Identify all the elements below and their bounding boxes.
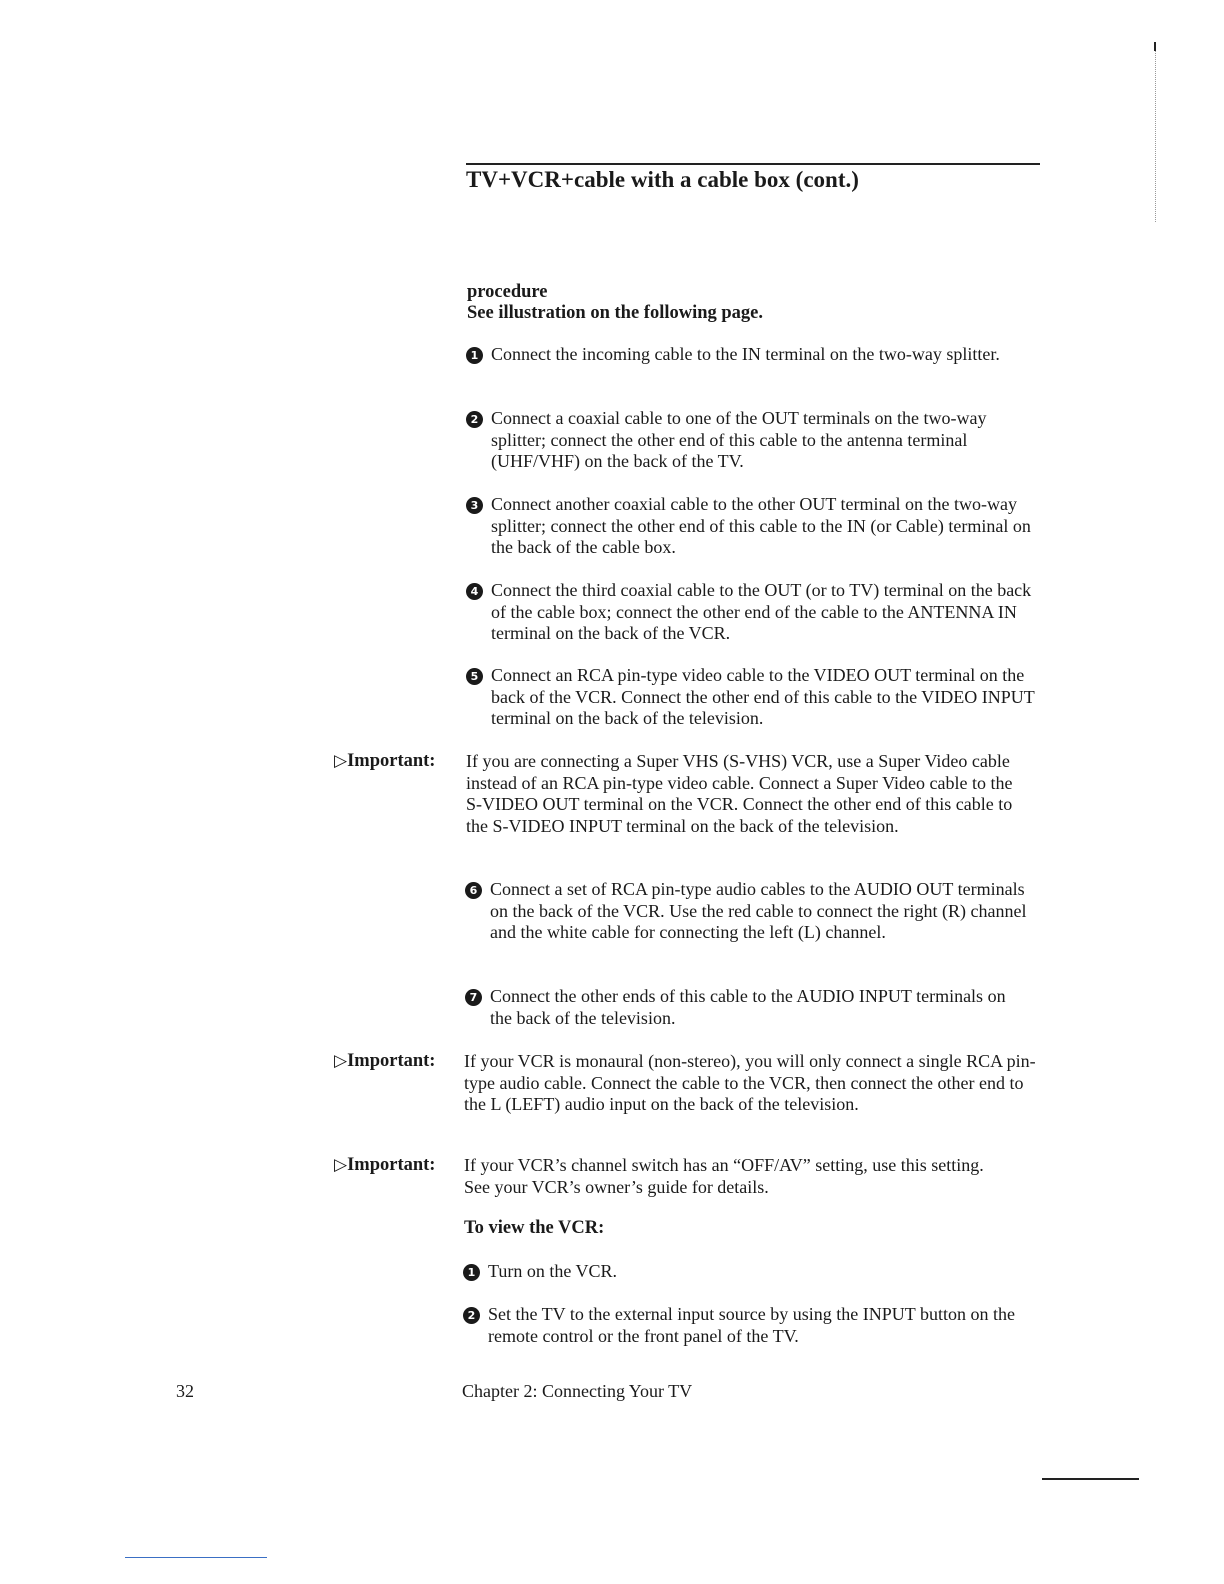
view-step-2 bbox=[463, 1304, 1023, 1347]
step-4 bbox=[466, 580, 1041, 645]
triangle-right-icon: ▷ bbox=[334, 1051, 348, 1071]
margin-mark bbox=[1155, 42, 1159, 222]
step-text: Connect the incoming cable to the IN terminal on the two-way splitter. bbox=[491, 344, 1000, 364]
step-number-1: 1 bbox=[466, 347, 483, 364]
step-1 bbox=[466, 344, 1031, 366]
step-number-4: 4 bbox=[466, 583, 483, 600]
important-label-1 bbox=[334, 751, 435, 773]
step-7 bbox=[465, 986, 1010, 1029]
step-number-2: 2 bbox=[466, 411, 483, 428]
step-text: Turn on the VCR. bbox=[488, 1261, 618, 1281]
important-label-3 bbox=[334, 1155, 435, 1177]
step-text: Connect a coaxial cable to one of the OUT terminals on the two-way splitter; connect the other end of this cable to the antenna terminal (UHF/VHF) on the back of the TV. bbox=[491, 408, 987, 471]
triangle-right-icon: ▷ bbox=[334, 751, 348, 771]
step-text: Connect a set of RCA pin-type audio cables to the AUDIO OUT terminals on the back of the VCR. Use the red cable to connect the right (R) channel and the white cable for connecting the left (L) channel. bbox=[490, 879, 1027, 942]
step-number-7: 7 bbox=[465, 989, 482, 1006]
step-text: Connect an RCA pin-type video cable to the VIDEO OUT terminal on the back of the VCR. Connect the other end of this cable to the VIDEO INPUT terminal on the back of the television. bbox=[491, 665, 1035, 728]
step-text: Connect the other ends of this cable to the AUDIO INPUT terminals on the back of the television. bbox=[490, 986, 1006, 1028]
important-note-1: If you are connecting a Super VHS (S-VHS) VCR, use a Super Video cable instead of an RCA pin-type video cable. Connect a Super Video cable to the S-VIDEO OUT terminal on the VCR. Connect the other end of this cable to the S-VIDEO INPUT terminal on the back of the television. bbox=[466, 751, 1013, 836]
triangle-right-icon: ▷ bbox=[334, 1155, 348, 1175]
step-text: Connect the third coaxial cable to the OUT (or to TV) terminal on the back of the cable box; connect the other end of the cable to the ANTENNA IN terminal on the back of the VCR. bbox=[491, 580, 1032, 643]
view-step-number-2: 2 bbox=[463, 1307, 480, 1324]
step-5 bbox=[466, 665, 1036, 730]
view-step-1 bbox=[463, 1261, 1023, 1283]
page-number: 32 bbox=[176, 1381, 194, 1401]
step-2 bbox=[466, 408, 1031, 473]
step-number-6: 6 bbox=[465, 882, 482, 899]
step-text: Connect another coaxial cable to the other OUT terminal on the two-way splitter; connect the other end of this cable to the IN (or Cable) terminal on the back of the cable box. bbox=[491, 494, 1031, 557]
procedure-label: procedure bbox=[467, 282, 548, 302]
step-6 bbox=[465, 879, 1035, 944]
step-number-5: 5 bbox=[466, 668, 483, 685]
step-number-3: 3 bbox=[466, 497, 483, 514]
view-vcr-heading: To view the VCR: bbox=[464, 1218, 605, 1238]
view-step-number-1: 1 bbox=[463, 1264, 480, 1281]
step-text: Set the TV to the external input source by using the INPUT button on the remote control or the front panel of the TV. bbox=[488, 1304, 1015, 1346]
divider bbox=[1042, 1478, 1139, 1480]
important-note-3: If your VCR’s channel switch has an “OFF/AV” setting, use this setting. See your VCR’s owner’s guide for details. bbox=[464, 1155, 984, 1197]
step-3 bbox=[466, 494, 1041, 559]
important-label-text: Important: bbox=[347, 1051, 436, 1071]
procedure-subheading: See illustration on the following page. bbox=[467, 303, 764, 323]
important-label-text: Important: bbox=[347, 751, 436, 771]
important-note-2: If your VCR is monaural (non-stereo), you will only connect a single RCA pin-type audio cable. Connect the cable to the VCR, then connect the other end to the L (LEFT) audio input on the back of the television. bbox=[464, 1051, 1036, 1114]
important-label-2 bbox=[334, 1051, 435, 1073]
important-label-text: Important: bbox=[347, 1155, 436, 1175]
footer-chapter: Chapter 2: Connecting Your TV bbox=[462, 1381, 693, 1401]
procedure-heading bbox=[467, 282, 763, 324]
page-title: TV+VCR+cable with a cable box (cont.) bbox=[466, 163, 1040, 193]
divider bbox=[125, 1557, 267, 1558]
